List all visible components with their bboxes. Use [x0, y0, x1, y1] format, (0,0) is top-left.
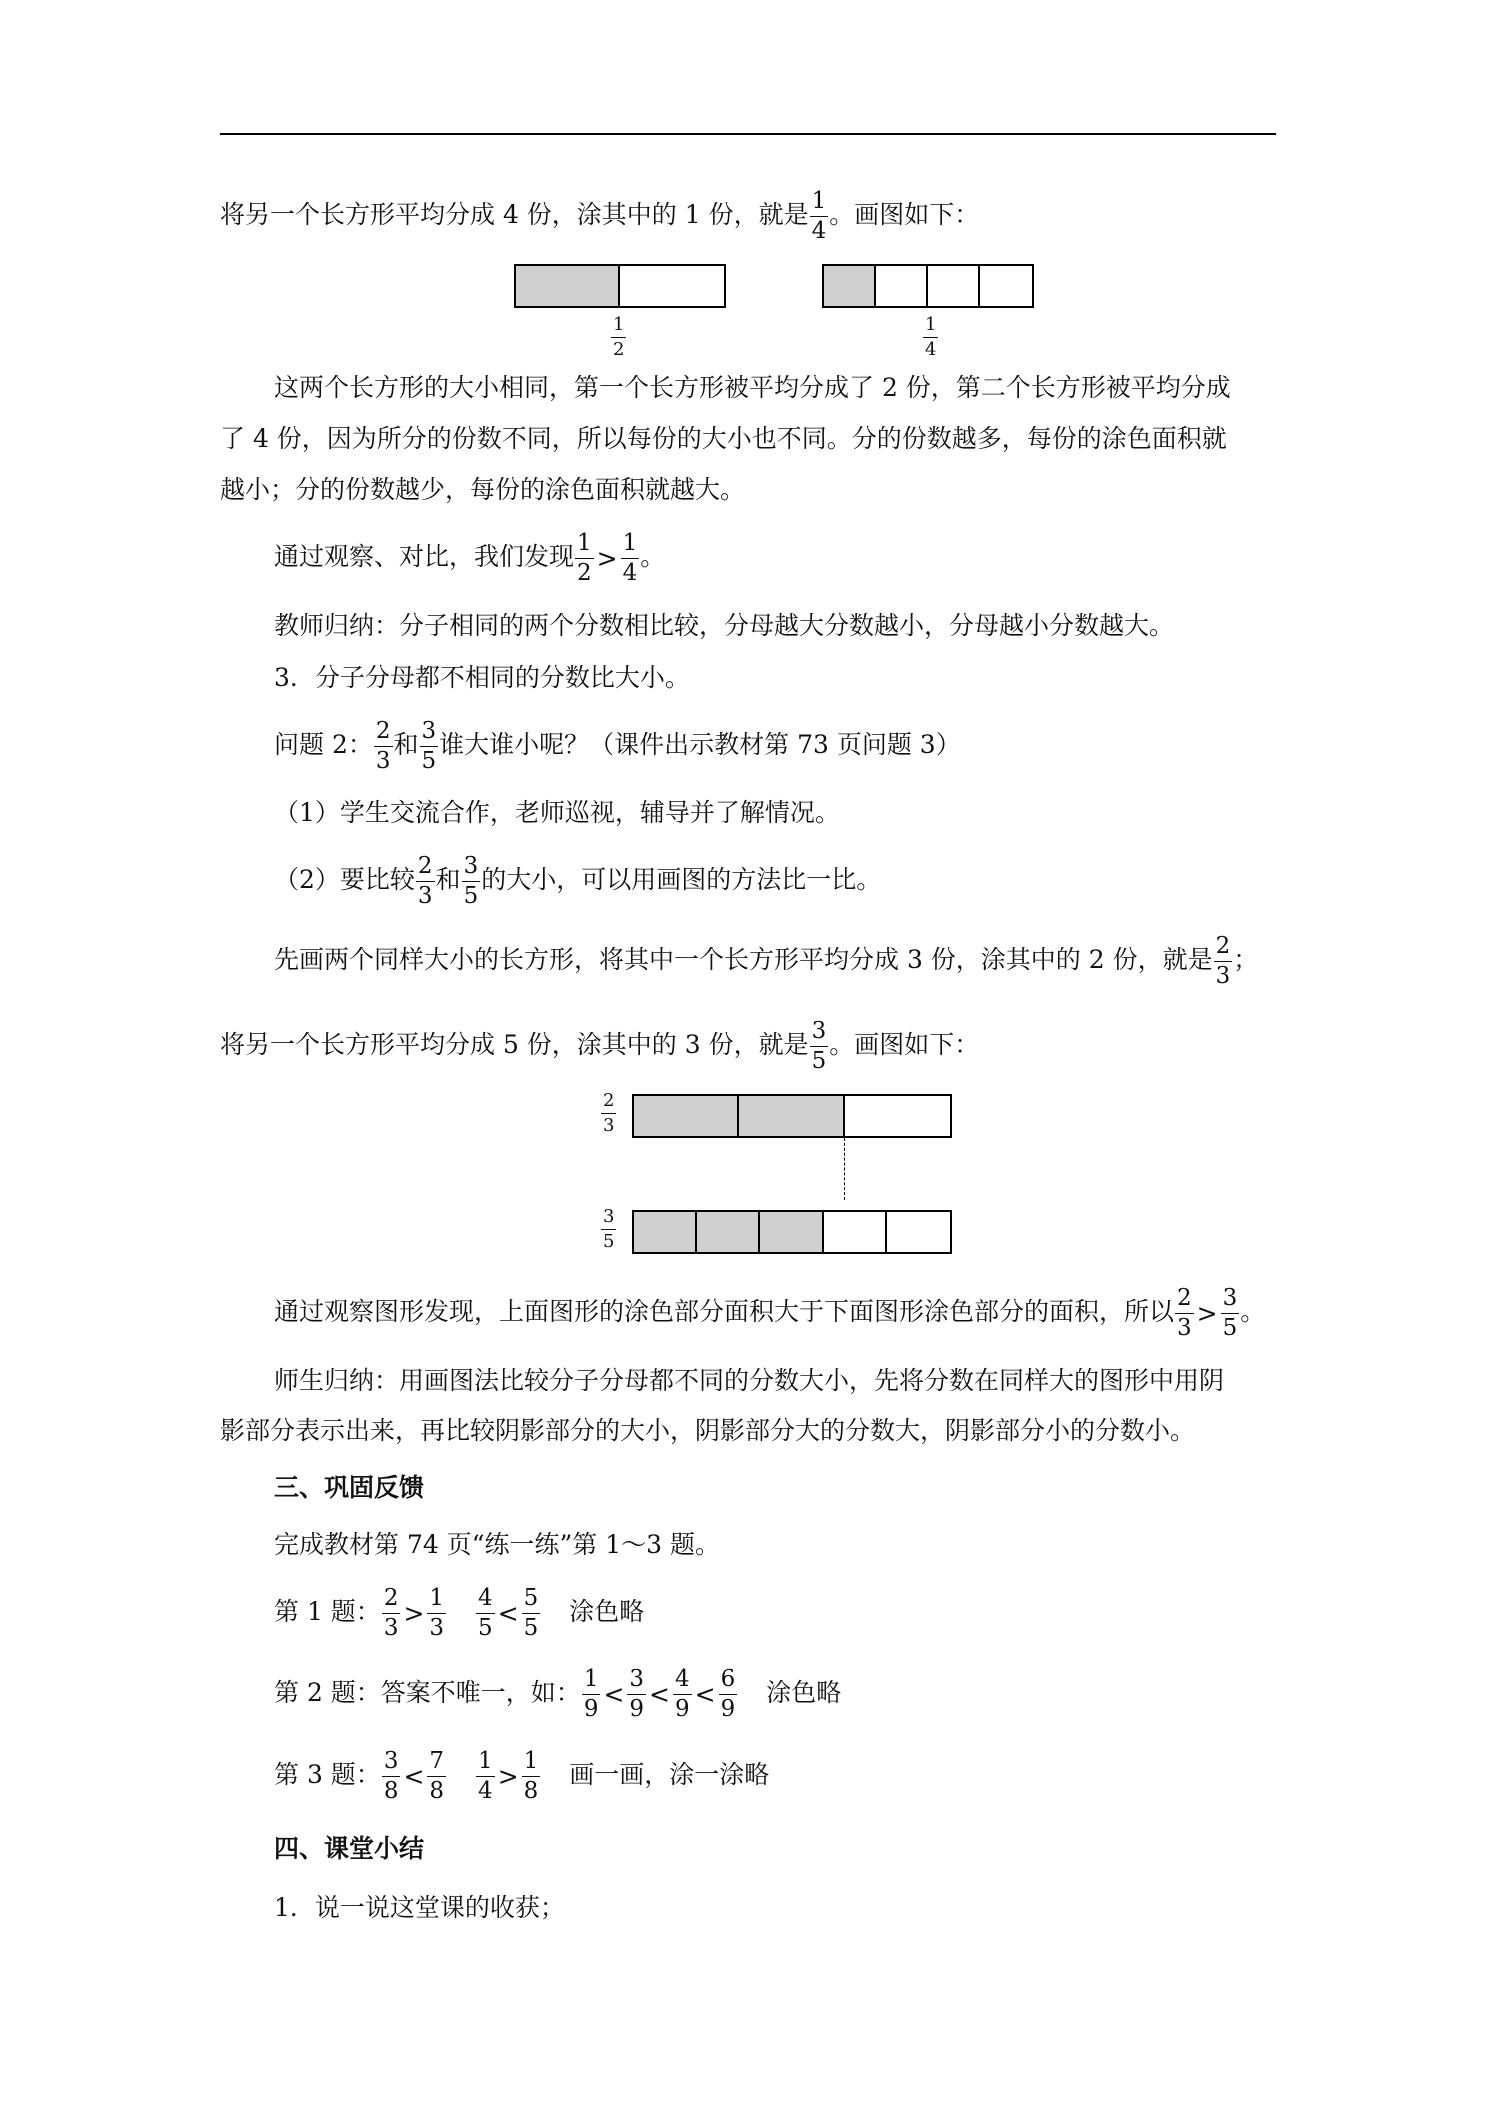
fraction: $\frac{1}{4}$ [811, 188, 827, 244]
heading-consolidation: 三、巩固反馈 [274, 1473, 425, 1502]
step-1: （1）学生交流合作，老师巡视，辅导并了解情况。 [274, 798, 840, 827]
paragraph-line: 了 4 份，因为所分的份数不同，所以每份的大小也不同。分的份数越多，每份的涂色面积就 [220, 424, 1227, 453]
three-fifths-rectangle [632, 1210, 952, 1254]
exercise-3-answer: 第 3 题： $\frac{3}{8}$ < $\frac{7}{8}$ $\frac{1}{4}$ > $\frac{1}{8}$ 画一画，涂一涂略 [274, 1748, 770, 1804]
exercise-1-answer: 第 1 题： $\frac{2}{3}$ > $\frac{1}{3}$ $\frac{4}{5}$ < $\frac{5}{5}$ 涂色略 [274, 1585, 645, 1641]
two-thirds-rectangle [632, 1094, 952, 1138]
part [980, 266, 1032, 306]
shaded-part [824, 266, 876, 306]
paragraph-observation: 通过观察图形发现，上面图形的涂色部分面积大于下面图形涂色部分的面积，所以 $\frac{2}{3}$ > $\frac{3}{5}$ 。 [274, 1285, 1266, 1341]
shaded-part [634, 1212, 697, 1252]
shaded-part [634, 1096, 739, 1136]
shaded-part [760, 1212, 823, 1252]
text: 将另一个长方形平均分成 4 份，涂其中的 1 份，就是 [220, 200, 809, 229]
half-label: $\frac{1}{2}$ [613, 314, 625, 360]
part [620, 266, 724, 306]
question-2: 问题 2： $\frac{2}{3}$ 和 $\frac{3}{5}$ 谁大谁小呢？（课件出示教材第 73 页问题 3） [274, 718, 961, 774]
paragraph-line: 这两个长方形的大小相同，第一个长方形被平均分成了 2 份，第二个长方形被平均分成 [274, 373, 1231, 402]
header-rule [220, 133, 1276, 135]
paragraph-draw-intro: 先画两个同样大小的长方形，将其中一个长方形平均分成 3 份，涂其中的 2 份，就是 $\frac{2}{3}$ ； [274, 933, 1259, 989]
paragraph-compare-half-quarter: 通过观察、对比，我们发现 $\frac{1}{2}$ > $\frac{1}{4}$ 。 [274, 530, 666, 586]
shaded-part [516, 266, 620, 306]
section-item-3: 3．分子分母都不相同的分数比大小。 [274, 663, 690, 692]
summary-item-1: 1．说一说这堂课的收获； [274, 1893, 565, 1922]
paragraph-line: 影部分表示出来，再比较阴影部分的大小，阴影部分大的分数大，阴影部分小的分数小。 [220, 1416, 1196, 1445]
dashed-guide [844, 1138, 845, 1200]
part [928, 266, 980, 306]
part [876, 266, 928, 306]
quarter-rectangle [822, 264, 1034, 308]
paragraph-line: 师生归纳：用画图法比较分子分母都不同的分数大小，先将分数在同样大的图形中用阴 [274, 1366, 1225, 1395]
half-rectangle [514, 264, 726, 308]
heading-summary: 四、课堂小结 [274, 1834, 425, 1863]
step-2: （2）要比较 $\frac{2}{3}$ 和 $\frac{3}{5}$ 的大小，可以用画图的方法比一比。 [274, 853, 882, 909]
paragraph-line: 越小；分的份数越少，每份的涂色面积就越大。 [220, 475, 746, 504]
shaded-part [739, 1096, 844, 1136]
teacher-summary: 教师归纳：分子相同的两个分数相比较，分母越大分数越小，分母越小分数越大。 [274, 611, 1175, 640]
paragraph-quarter-intro [220, 190, 979, 243]
quarter-label: $\frac{1}{4}$ [925, 314, 937, 360]
exercise-2-answer: 第 2 题：答案不唯一，如： $\frac{1}{9}$ < $\frac{3}{9}$ < $\frac{4}{9}$ < $\frac{6}{9}$ 涂色略 [274, 1666, 842, 1722]
shaded-part [697, 1212, 760, 1252]
paragraph-three-fifths: 将另一个长方形平均分成 5 份，涂其中的 3 份，就是 $\frac{3}{5}$ 。画图如下： [220, 1018, 980, 1074]
three-fifths-label: $\frac{3}{5}$ [603, 1206, 615, 1252]
part [824, 1212, 887, 1252]
text: 。画图如下： [829, 200, 980, 229]
part [845, 1096, 950, 1136]
exercise-instruction: 完成教材第 74 页“练一练”第 1～3 题。 [274, 1530, 720, 1559]
two-thirds-label: $\frac{2}{3}$ [603, 1090, 615, 1136]
part [887, 1212, 950, 1252]
